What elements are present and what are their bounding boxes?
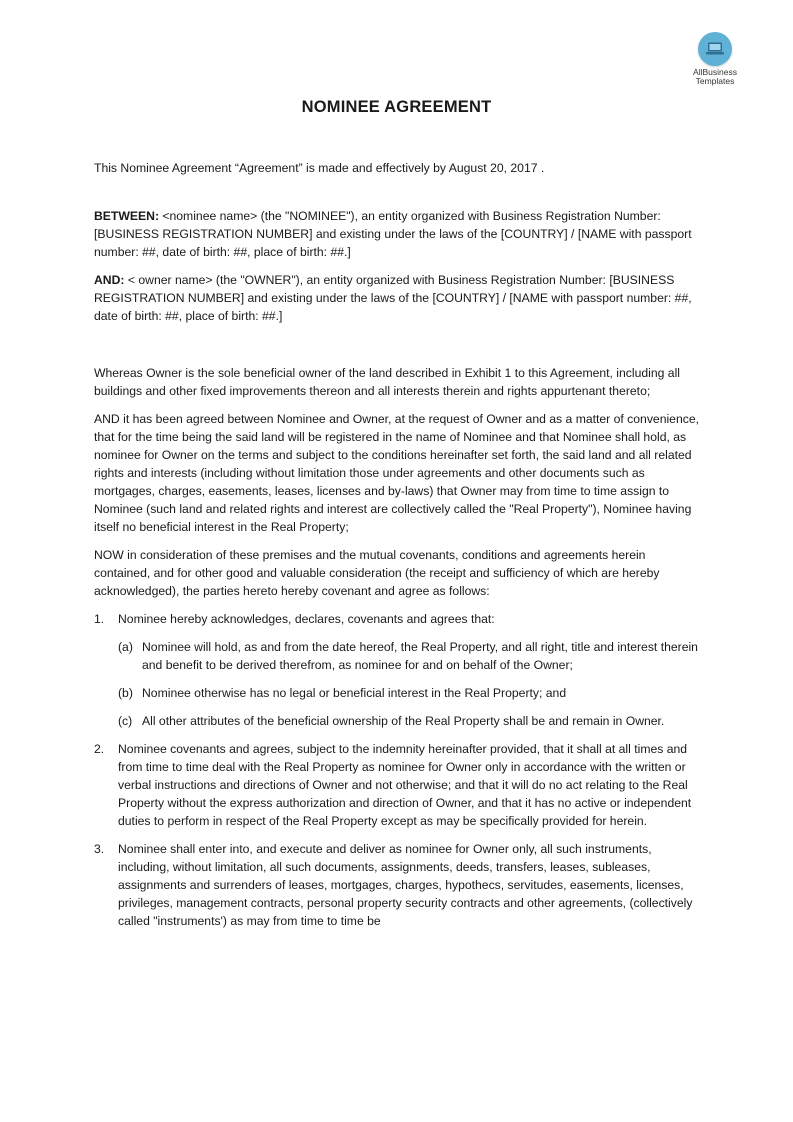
between-label: BETWEEN: [94,209,159,223]
clause-3 [94,840,700,930]
clause-text: Nominee hereby acknowledges, declares, covenants and agrees that: [118,612,495,626]
between-paragraph [94,207,700,261]
whereas-paragraph: Whereas Owner is the sole beneficial owner of the land described in Exhibit 1 to this Agreement, including all buildings and other fixed improvements thereon and all interests therein and rights appurtenant thereto; [94,366,680,398]
subclause-number: (a) [118,640,133,654]
subclause-text: All other attributes of the beneficial ownership of the Real Property shall be and remain in Owner. [142,714,665,728]
agreement-paragraph: AND it has been agreed between Nominee and Owner, at the request of Owner and as a matter of convenience, that for the time being the said land will be registered in the name of Nominee and that Nominee shall hold, as nominee for Owner on the terms and subject to the conditions hereinafter set forth, the said land and all related rights and interests (including without limitation those under agreements and other documents such as mortgages, charges, easements, leases, licenses and by-laws) that Owner may from time to time assign to Nominee (such land and related rights and interest are collectively called the "Real Property"), Nominee having itself no beneficial interest in the Real Property; [94,412,699,534]
clause-text: Nominee shall enter into, and execute and deliver as nominee for Owner only, all such instruments, including, without limitation, all such documents, assignments, deeds, transfers, leases, subleases, assignments and surrenders of leases, mortgages, charges, hypothecs, servitudes, easements, licenses, privileges, management contracts, personal property security contracts and other agreements, (collectively called "instruments') as may from time to time be [118,842,693,928]
clause-number: 3. [94,842,105,856]
clause-number: 1. [94,612,105,626]
laptop-icon [698,32,732,66]
logo-line-2: Templates [695,76,735,86]
clause-1 [94,610,700,628]
and-text: < owner name> (the "OWNER"), an entity organized with Business Registration Number: [BUSINESS REGISTRATION NUMBER] and existing under the laws of the [COUNTRY] / [NAME with passport number: ##, date of birth: ##, place of birth: ##.] [94,273,692,323]
subclause-b [118,684,700,702]
consideration-paragraph: NOW in consideration of these premises and the mutual covenants, conditions and agreements herein contained, and for other good and valuable consideration (the receipt and sufficiency of which are hereby acknowledged), the parties hereto hereby covenant and agree as follows: [94,548,660,598]
logo-line-1: AllBusiness [693,67,737,77]
clause-number: 2. [94,742,105,756]
subclause-text: Nominee will hold, as and from the date hereof, the Real Property, and all right, title and interest therein and benefit to be derived therefrom, as nominee for and on behalf of the Owner; [142,640,698,672]
clause-2 [94,740,700,830]
and-paragraph [94,271,700,325]
between-text: <nominee name> (the "NOMINEE"), an entity organized with Business Registration Number: [BUSINESS REGISTRATION NUMBER] and existing under the laws of the [COUNTRY] / [NAME with passport number: ##, date of birth: ##, place of birth: ##.] [94,209,692,259]
subclause-c [118,712,700,730]
clause-text: Nominee covenants and agrees, subject to the indemnity hereinafter provided, that it shall at all times and from time to time deal with the Real Property as nominee for Owner only in accordance with the written or verbal instructions and directions of Owner and not otherwise; and that it will do no act relating to the Real Property without the express authorization and direction of Owner, and that it has no active or independent duties to perform in respect of the Real Property except as may be specifically provided for herein. [118,742,692,828]
document-title: NOMINEE AGREEMENT [301,98,492,116]
document-body [94,159,700,940]
subclause-number: (c) [118,714,133,728]
subclause-text: Nominee otherwise has no legal or beneficial interest in the Real Property; and [142,686,567,700]
intro-paragraph: This Nominee Agreement “Agreement” is made and effectively by August 20, 2017 . [94,161,545,175]
brand-logo [686,32,744,86]
subclause-a [118,638,700,674]
subclause-number: (b) [118,686,133,700]
and-label: AND: [94,273,125,287]
